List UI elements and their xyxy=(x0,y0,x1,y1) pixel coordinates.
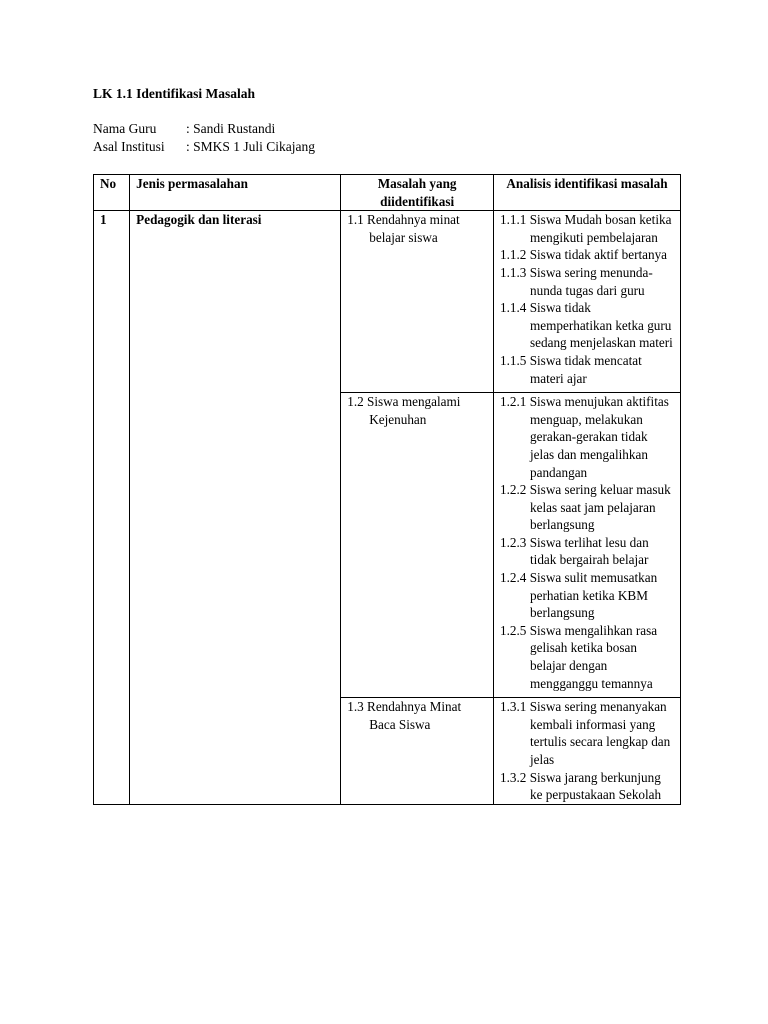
analysis-item: 1.1.4 Siswa tidak memperhatikan ketka guru sedang menjelaskan materi xyxy=(500,300,673,351)
analysis-item: 1.1.5 Siswa tidak mencatat materi ajar xyxy=(500,352,642,386)
problem-cell xyxy=(341,211,494,393)
teacher-info xyxy=(93,121,275,137)
teacher-label: Nama Guru xyxy=(93,121,157,136)
row-number: 1 xyxy=(94,211,130,805)
table-row xyxy=(94,211,681,393)
analysis-item: 1.2.2 Siswa sering keluar masuk kelas saat jam pelajaran berlangsung xyxy=(500,482,671,533)
header-jenis: Jenis permasalahan xyxy=(130,175,341,211)
analysis-item: 1.2.1 Siswa menujukan aktifitas menguap, melakukan gerakan-gerakan tidak jelas dan mengalihkan pandangan xyxy=(500,394,669,480)
analysis-cell xyxy=(494,698,681,805)
analysis-item: 1.1.1 Siswa Mudah bosan ketika mengikuti pembelajaran xyxy=(500,212,672,245)
problem-table xyxy=(93,174,681,805)
problem-cell xyxy=(341,698,494,805)
problem-type: Pedagogik dan literasi xyxy=(130,211,341,805)
institution-value: : SMKS 1 Juli Cikajang xyxy=(186,139,316,154)
analysis-cell xyxy=(494,393,681,698)
institution-label: Asal Institusi xyxy=(93,139,165,154)
analysis-item: 1.3.1 Siswa sering menanyakan kembali informasi yang tertulis secara lengkap dan jelas xyxy=(500,699,671,767)
analysis-item: 1.2.3 Siswa terlihat lesu dan tidak bergairah belajar xyxy=(500,534,649,568)
analysis-cell xyxy=(494,211,681,393)
analysis-item: 1.1.3 Siswa sering menunda-nunda tugas dari guru xyxy=(500,264,653,298)
institution-info xyxy=(93,139,315,155)
analysis-item: 1.1.2 Siswa tidak aktif bertanya xyxy=(500,247,668,263)
analysis-item: 1.3.2 Siswa jarang berkunjung ke perpustakaan Sekolah xyxy=(500,769,662,803)
problem-text: 1.1 Rendahnya minat belajar siswa xyxy=(347,212,460,245)
analysis-item: 1.2.4 Siswa sulit memusatkan perhatian ketika KBM berlangsung xyxy=(500,570,658,621)
problem-cell xyxy=(341,393,494,698)
teacher-value: : Sandi Rustandi xyxy=(186,121,276,136)
header-no: No xyxy=(94,175,130,211)
analysis-item: 1.2.5 Siswa mengalihkan rasa gelisah ketika bosan belajar dengan mengganggu temannya xyxy=(500,622,658,691)
table-header-row xyxy=(94,175,681,211)
page-title: LK 1.1 Identifikasi Masalah xyxy=(93,86,256,101)
problem-text: 1.2 Siswa mengalami Kejenuhan xyxy=(347,394,461,427)
problem-text: 1.3 Rendahnya Minat Baca Siswa xyxy=(347,699,462,732)
header-masalah: Masalah yang diidentifikasi xyxy=(341,175,494,211)
header-analisis: Analisis identifikasi masalah xyxy=(494,175,681,211)
